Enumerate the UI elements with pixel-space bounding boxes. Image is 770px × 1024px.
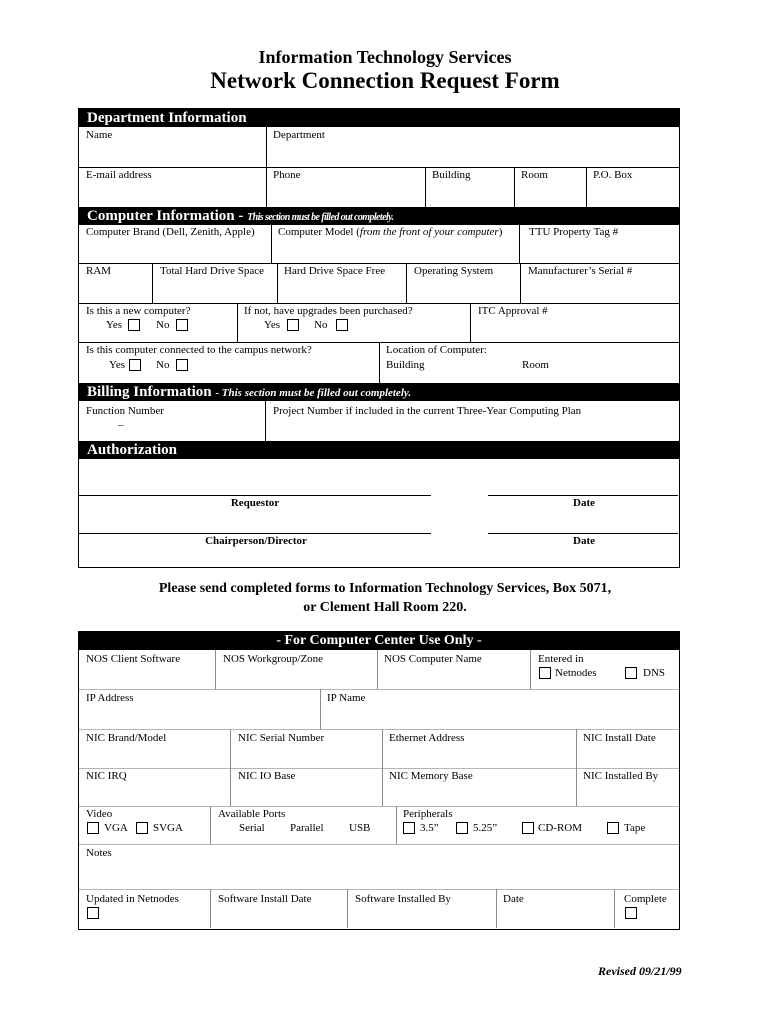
requestor-label: Requestor xyxy=(230,497,280,509)
upgrades-yes-label: Yes xyxy=(264,319,281,331)
ram-label: RAM xyxy=(86,265,112,277)
pobox-label: P.O. Box xyxy=(593,169,633,181)
connected-no-checkbox[interactable] xyxy=(176,359,188,371)
vga-label: VGA xyxy=(104,822,128,834)
computer-note: This section must be filled out completely. xyxy=(247,212,394,223)
floppy-35-label: 3.5” xyxy=(420,822,439,834)
ip-address-label: IP Address xyxy=(86,692,134,704)
nic-irq-label: NIC IRQ xyxy=(86,770,127,782)
total-hd-label: Total Hard Drive Space xyxy=(160,265,264,277)
department-label: Department xyxy=(273,129,325,141)
nos-workgroup-label: NOS Workgroup/Zone xyxy=(223,653,324,665)
floppy-525-checkbox[interactable] xyxy=(456,822,468,834)
free-hd-label: Hard Drive Space Free xyxy=(284,265,386,277)
new-yes-checkbox[interactable] xyxy=(128,319,140,331)
new-no-checkbox[interactable] xyxy=(176,319,188,331)
authorization-section-header xyxy=(79,441,679,459)
computer-heading: Computer Information - xyxy=(87,208,244,224)
new-yes-label: Yes xyxy=(106,319,123,331)
computer-center-header xyxy=(79,632,679,650)
room-label: Room xyxy=(521,169,548,181)
model-label: Computer Model (from the front of your computer) xyxy=(278,226,503,238)
revision-date: Revised 09/21/99 xyxy=(598,964,682,978)
complete-label: Complete xyxy=(624,893,667,905)
form-title: Network Connection Request Form xyxy=(210,68,560,93)
chairperson-label: Chairperson/Director xyxy=(205,535,307,547)
svga-checkbox[interactable] xyxy=(136,822,148,834)
upgrades-no-label: No xyxy=(314,319,328,331)
floppy-35-checkbox[interactable] xyxy=(403,822,415,834)
nic-install-date-label: NIC Install Date xyxy=(583,732,656,744)
cdrom-checkbox[interactable] xyxy=(522,822,534,834)
connected-yes-label: Yes xyxy=(109,359,126,371)
nic-memory-base-label: NIC Memory Base xyxy=(389,770,473,782)
nos-client-label: NOS Client Software xyxy=(86,653,181,665)
available-ports-label: Available Ports xyxy=(218,808,286,820)
connected-no-label: No xyxy=(156,359,170,371)
ethernet-address-label: Ethernet Address xyxy=(389,732,465,744)
software-install-date-label: Software Install Date xyxy=(218,893,312,905)
vga-checkbox[interactable] xyxy=(87,822,99,834)
function-dash: – xyxy=(118,419,124,431)
netnodes-label: Netnodes xyxy=(555,667,597,679)
svga-label: SVGA xyxy=(153,822,183,834)
connected-yes-checkbox[interactable] xyxy=(129,359,141,371)
nic-brand-label: NIC Brand/Model xyxy=(86,732,167,744)
authorization-heading: Authorization xyxy=(87,442,177,458)
computer-section-header xyxy=(79,207,679,225)
updated-netnodes-label: Updated in Netnodes xyxy=(86,893,179,905)
location-building-label: Building xyxy=(386,359,425,371)
org-name: Information Technology Services xyxy=(258,47,512,67)
send-instructions-line2: or Clement Hall Room 220. xyxy=(303,600,467,615)
property-tag-label: TTU Property Tag # xyxy=(529,226,619,238)
usb-port-label: USB xyxy=(349,822,371,834)
os-label: Operating System xyxy=(414,265,494,277)
billing-note: - This section must be filled out completely. xyxy=(215,387,412,399)
cdrom-label: CD-ROM xyxy=(538,822,583,834)
phone-label: Phone xyxy=(273,169,301,181)
name-label: Name xyxy=(86,129,113,141)
peripherals-label: Peripherals xyxy=(403,808,453,820)
nic-io-base-label: NIC IO Base xyxy=(238,770,296,782)
brand-label: Computer Brand (Dell, Zenith, Apple) xyxy=(86,226,255,238)
nic-serial-label: NIC Serial Number xyxy=(238,732,325,744)
chair-date-label: Date xyxy=(573,535,595,547)
ip-name-label: IP Name xyxy=(327,692,366,704)
dns-checkbox[interactable] xyxy=(625,667,637,679)
parallel-port-label: Parallel xyxy=(290,822,324,834)
software-installed-by-label: Software Installed By xyxy=(355,893,451,905)
complete-checkbox[interactable] xyxy=(625,907,637,919)
entered-in-label: Entered in xyxy=(538,653,584,665)
send-instructions-line1: Please send completed forms to Information Technology Services, Box 5071, xyxy=(158,581,612,596)
tape-checkbox[interactable] xyxy=(607,822,619,834)
new-no-label: No xyxy=(156,319,170,331)
building-label: Building xyxy=(432,169,471,181)
nic-installed-by-label: NIC Installed By xyxy=(583,770,659,782)
date-label: Date xyxy=(503,893,524,905)
serial-label: Manufacturer’s Serial # xyxy=(528,265,633,277)
upgrades-yes-checkbox[interactable] xyxy=(287,319,299,331)
video-label: Video xyxy=(86,808,113,820)
updated-netnodes-checkbox[interactable] xyxy=(87,907,99,919)
new-computer-question: Is this a new computer? xyxy=(86,305,191,317)
upgrades-no-checkbox[interactable] xyxy=(336,319,348,331)
upgrades-question: If not, have upgrades been purchased? xyxy=(244,305,413,317)
computer-center-heading: - For Computer Center Use Only - xyxy=(276,633,482,648)
floppy-525-label: 5.25” xyxy=(473,822,498,834)
department-heading: Department Information xyxy=(87,110,247,126)
billing-section-header xyxy=(79,383,679,401)
requestor-date-label: Date xyxy=(573,497,595,509)
serial-port-label: Serial xyxy=(239,822,265,834)
connected-question: Is this computer connected to the campus network? xyxy=(86,344,312,356)
location-label: Location of Computer: xyxy=(386,344,487,356)
nos-computer-name-label: NOS Computer Name xyxy=(384,653,482,665)
department-section-header xyxy=(79,109,679,127)
dns-label: DNS xyxy=(643,667,666,679)
netnodes-checkbox[interactable] xyxy=(539,667,551,679)
itc-approval-label: ITC Approval # xyxy=(478,305,548,317)
notes-label: Notes xyxy=(86,847,112,859)
email-label: E-mail address xyxy=(86,169,152,181)
function-number-label: Function Number xyxy=(86,405,164,417)
tape-label: Tape xyxy=(624,822,646,834)
billing-heading: Billing Information xyxy=(87,384,212,400)
project-number-label: Project Number if included in the current Three-Year Computing Plan xyxy=(273,405,582,417)
location-room-label: Room xyxy=(522,359,549,371)
